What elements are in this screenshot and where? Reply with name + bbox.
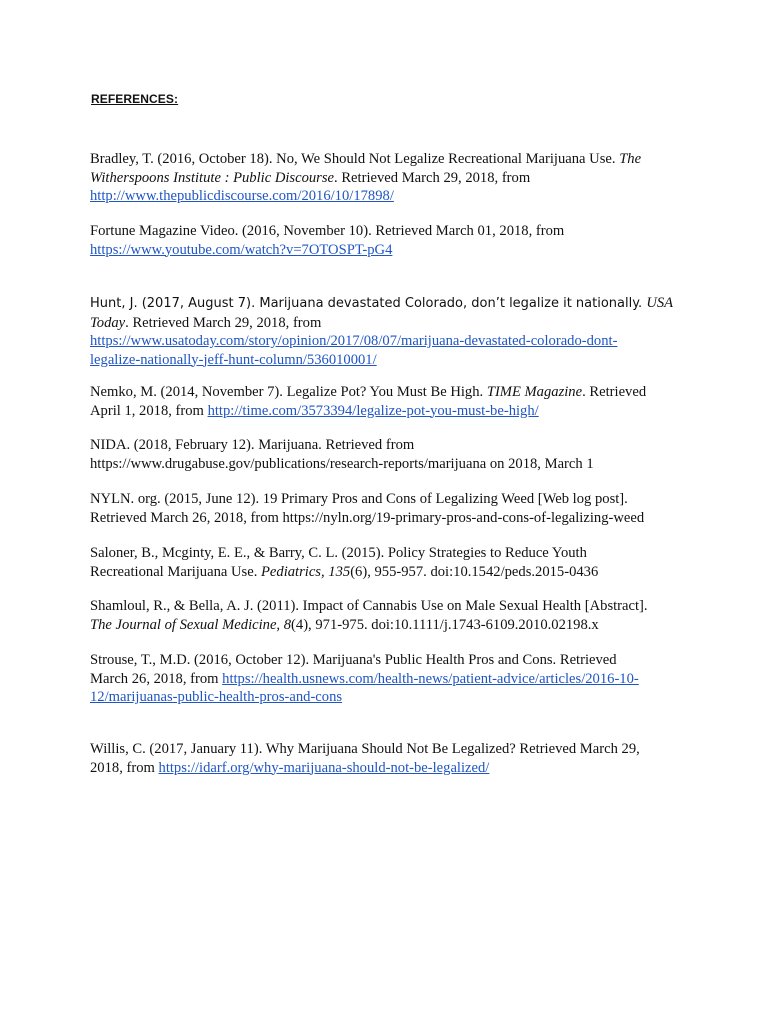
ref-link[interactable]: legalize-nationally-jeff-hunt-column/536010001/ [90, 351, 377, 368]
ref-line [90, 351, 690, 370]
ref-link[interactable]: https://idarf.org/why-marijuana-should-not-be-legalized/ [158, 759, 490, 776]
ref-line [90, 688, 690, 707]
ref-line [90, 383, 690, 402]
ref-text: Recreational Marijuana Use. [90, 563, 261, 580]
ref-line: Shamloul, R., & Bella, A. J. (2011). Impact of Cannabis Use on Male Sexual Health [Abstract]. [90, 598, 648, 614]
ref-line: Strouse, T., M.D. (2016, October 12). Marijuana's Public Health Pros and Cons. Retrieved [90, 652, 617, 668]
ref-text: 2018, from [90, 759, 159, 776]
ref-line [90, 402, 690, 421]
ref-text: (6), 955-957. doi:10.1542/peds.2015-0436 [350, 563, 599, 580]
reference-willis [90, 740, 690, 777]
reference-fortune [90, 222, 690, 259]
ref-text: April 1, 2018, from [90, 402, 208, 419]
ref-italic: TIME Magazine [486, 384, 583, 400]
ref-line: Fortune Magazine Video. (2016, November 10). Retrieved March 01, 2018, from [90, 223, 565, 239]
ref-line [90, 294, 690, 314]
reference-shamloul [90, 597, 690, 634]
reference-bradley [90, 150, 690, 206]
reference-hunt [90, 294, 690, 369]
ref-text: Bradley, T. (2016, October 18). No, We Should Not Legalize Recreational Marijuana Use. [90, 151, 620, 167]
ref-italic: Pediatrics, 135 [261, 563, 351, 580]
ref-line [90, 616, 690, 635]
ref-italic: Witherspoons Institute : Public Discourse [90, 169, 335, 186]
reference-nida [90, 436, 690, 473]
ref-italic: USA [646, 295, 674, 311]
ref-link[interactable]: https://health.usnews.com/health-news/patient-advice/articles/2016-10- [222, 670, 639, 687]
ref-line [90, 563, 690, 582]
ref-text: Nemko, M. (2014, November 7). Legalize Pot? You Must Be High. [90, 384, 487, 400]
reference-strouse [90, 651, 690, 707]
ref-line [90, 759, 690, 778]
ref-text: . Retrieved March 29, 2018, from [334, 169, 531, 186]
ref-link[interactable]: https://www.youtube.com/watch?v=7OTOSPT-pG4 [90, 241, 393, 258]
ref-line [90, 314, 690, 333]
ref-line: NYLN. org. (2015, June 12). 19 Primary Pros and Cons of Legalizing Weed [Web log post]. [90, 491, 628, 507]
ref-text: March 26, 2018, from [90, 670, 223, 687]
references-heading: REFERENCES: [91, 92, 179, 106]
ref-line [90, 187, 690, 206]
ref-link[interactable]: http://www.thepublicdiscourse.com/2016/10/17898/ [90, 188, 394, 204]
ref-line: https://www.drugabuse.gov/publications/research-reports/marijuana on 2018, March 1 [90, 455, 594, 472]
ref-text: . Retrieved March 29, 2018, from [125, 314, 322, 331]
ref-link[interactable]: 12/marijuanas-public-health-pros-and-cons [90, 689, 343, 705]
ref-text: (4), 971-975. doi:10.1111/j.1743-6109.2010.02198.x [291, 616, 599, 633]
ref-line [90, 670, 690, 689]
ref-italic: The Journal of Sexual Medicine, 8 [90, 616, 292, 633]
ref-italic: The [619, 151, 642, 167]
ref-italic: Today [90, 314, 126, 331]
ref-line: NIDA. (2018, February 12). Marijuana. Retrieved from [90, 437, 415, 453]
reference-nemko [90, 383, 690, 420]
ref-line [90, 241, 690, 260]
ref-line [90, 169, 690, 188]
ref-line: Retrieved March 26, 2018, from https://nyln.org/19-primary-pros-and-cons-of-legalizing-weed [90, 509, 645, 526]
ref-line: Saloner, B., Mcginty, E. E., & Barry, C. L. (2015). Policy Strategies to Reduce Youth [90, 545, 587, 561]
ref-link[interactable]: http://time.com/3573394/legalize-pot-you-must-be-high/ [207, 402, 539, 419]
reference-saloner [90, 544, 690, 581]
ref-text: . Retrieved [582, 384, 647, 400]
ref-link[interactable]: https://www.usatoday.com/story/opinion/2017/08/07/marijuana-devastated-colorado-dont- [90, 333, 618, 349]
ref-line: Willis, C. (2017, January 11). Why Marijuana Should Not Be Legalized? Retrieved March 29, [90, 741, 640, 757]
ref-text: Hunt, J. (2017, August 7). Marijuana devastated Colorado, don’t legalize it nationally. [90, 296, 647, 311]
ref-line [90, 150, 690, 169]
reference-nyln [90, 490, 690, 527]
ref-line [90, 332, 690, 351]
